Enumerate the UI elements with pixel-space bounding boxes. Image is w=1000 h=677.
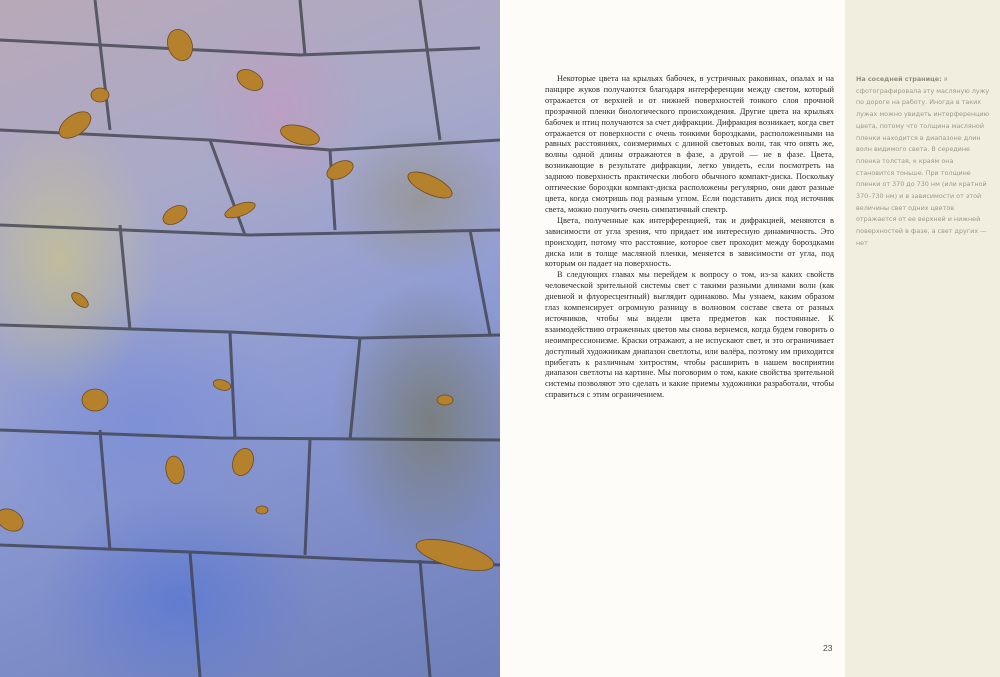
caption-sidebar xyxy=(845,0,1000,677)
article-paragraph: Цвета, полученные как интерференцией, так и дифракцией, меняются в зависимости от угла зрения, что придает им интересную динамичность. Это происходит, потому что расстояние, которое свет проходит между бороздками диска или в толще масляной пленки, меняется в зависимости от угла, под которым он падает на поверхность. xyxy=(545,215,834,269)
fallen-leaves xyxy=(0,26,497,577)
photo-caption xyxy=(856,74,991,250)
article-paragraph: В следующих главах мы перейдем к вопросу о том, из-за каких свойств человеческой зрительной системы свет с такими разными длинами волн (как дневной и флуоресцентный) выглядит одинаково. Мы узнаем, каким образом глаз компенсирует огромную разницу в волновом составе света от разных источников, чтобы мы видели цвета предметов как постоянные. К взаимодействию отраженных цветов мы снова вернемся, когда будем говорить о неоимпрессионизме. Краски отражают, а не испускают свет, и это ограничивает доступный художникам диапазон светлоты, или валёра, поэтому им приходится прибегать к различным хитростям, чтобы расширить в нашем восприятии диапазон светлоты на картине. Мы поговорим о том, какие свойства зрительной системы позволяют это сделать и какие приемы художники разработали, чтобы справиться с этим ограничением. xyxy=(545,270,834,400)
main-article-text xyxy=(545,74,834,401)
page-number: 23 xyxy=(823,643,833,653)
caption-lead: На соседней странице: xyxy=(856,75,942,83)
article-paragraph: Некоторые цвета на крыльях бабочек, в устричных раковинах, опалах и на панцире жуков получаются благодаря интерференции между светом, который отражается от верхней и от нижней поверхностей тонкого слоя прочной прозрачной пленки биологического происхождения. Другие цвета на крыльях бабочек и птиц получаются за счет дифракции. Дифракция возникает, когда свет отражается от поверхности с очень тонкими бороздками, расположенными на равных расстояниях, соизмеримых с длиной световых волн, так что опять же, волны одной длины отражаются в фазе, а другой — не в фазе. Цвета, возникающие в результате дифракции, легко увидеть, если посмотреть на заднюю поверхность практически любого обычного компакт-диска. Поскольку оптические бороздки компакт-диска расположены регулярно, они дают разные цвета, когда смотришь под разным углом. Если подставить диск под источник света, можно получить очень симпатичный спектр. xyxy=(545,74,834,214)
caption-text: я сфотографировала эту масляную лужу по дороге на работу. Иногда в таких лужах можно увидеть интерференцию цвета, потому что толщина масляной пленки находится в диапазоне длин волн видимого света. В середине пленка толстая, к краям она становится тоньше. При толщине пленки от 370 до 730 нм (или кратной 370–730 нм) и в зависимости от этой величины свет одних цветов отражается от ее верхней и нижней поверхностей в фазе, а свет других — нет xyxy=(856,75,990,247)
